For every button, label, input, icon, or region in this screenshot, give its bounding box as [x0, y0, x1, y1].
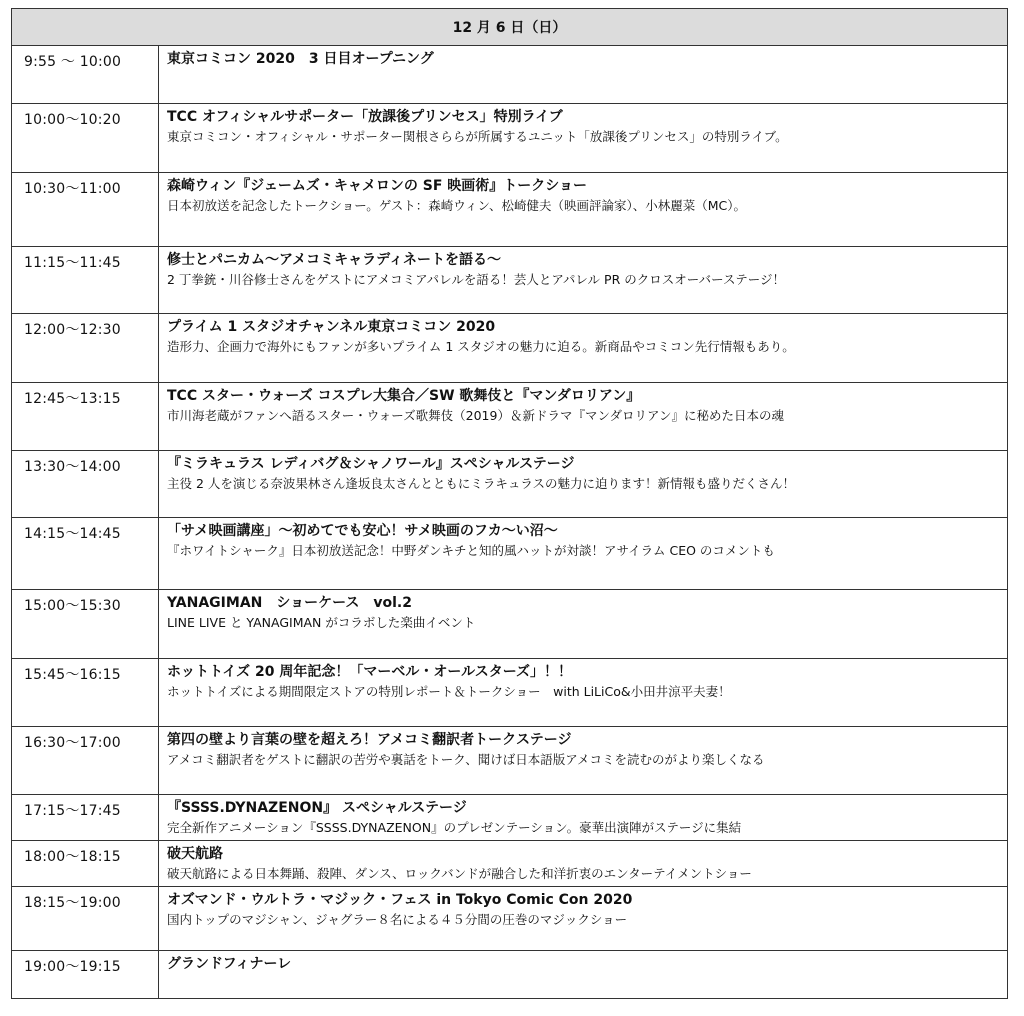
time-slot: 15:45～16:15	[12, 659, 159, 727]
event-title: プライム 1 スタジオチャンネル東京コミコン 2020	[167, 319, 496, 335]
schedule-row	[12, 314, 1008, 383]
event-cell	[159, 887, 1008, 951]
event-title: 『ミラキュラス レディバグ＆シャノワール』スペシャルステージ	[167, 456, 575, 472]
event-detail: 造形力、企画力で海外にもファンが多いプライム 1 スタジオの魅力に迫る。新商品やコミコン先行情報もあり。	[167, 339, 795, 354]
schedule-row	[12, 104, 1008, 173]
event-title: 『SSSS.DYNAZENON』 スペシャルステージ	[167, 800, 467, 816]
time-slot: 10:00～10:20	[12, 104, 159, 173]
time-slot: 18:15～19:00	[12, 887, 159, 951]
event-cell	[159, 590, 1008, 659]
schedule-row	[12, 451, 1008, 518]
event-detail: 『ホワイトシャーク』日本初放送記念！中野ダンキチと知的風ハットが対談！アサイラム CEO のコメントも	[167, 543, 775, 558]
event-detail: アメコミ翻訳者をゲストに翻訳の苦労や裏話をトーク、聞けば日本語版アメコミを読むのがより楽しくなる	[167, 752, 765, 767]
time-slot: 13:30～14:00	[12, 451, 159, 518]
event-detail: 破天航路による日本舞踊、殺陣、ダンス、ロックバンドが融合した和洋折衷のエンターテイメントショー	[167, 866, 752, 881]
schedule-row	[12, 727, 1008, 795]
event-title: 東京コミコン 2020 3 日目オープニング	[167, 51, 434, 67]
event-detail: LINE LIVE と YANAGIMAN がコラボした楽曲イベント	[167, 615, 476, 630]
event-title: 森崎ウィン『ジェームズ・キャメロンの SF 映画術』トークショー	[167, 178, 587, 194]
time-slot: 17:15～17:45	[12, 795, 159, 841]
event-detail: 市川海老蔵がファンへ語るスター・ウォーズ歌舞伎（2019）＆新ドラマ『マンダロリアン』に秘めた日本の魂	[167, 408, 784, 423]
time-slot: 12:00～12:30	[12, 314, 159, 383]
schedule-table	[11, 8, 1008, 999]
time-slot: 12:45～13:15	[12, 383, 159, 451]
event-cell	[159, 795, 1008, 841]
event-cell	[159, 451, 1008, 518]
schedule-row	[12, 383, 1008, 451]
event-cell	[159, 659, 1008, 727]
time-slot: 14:15～14:45	[12, 518, 159, 590]
event-cell	[159, 841, 1008, 887]
schedule-row	[12, 659, 1008, 727]
event-cell	[159, 247, 1008, 314]
event-cell	[159, 104, 1008, 173]
event-title: 「サメ映画講座」～初めてでも安心！サメ映画のフカ～い沼～	[167, 523, 558, 539]
event-cell	[159, 46, 1008, 104]
event-title: TCC オフィシャルサポーター「放課後プリンセス」特別ライブ	[167, 109, 563, 125]
event-detail: 2 丁拳銃・川谷修士さんをゲストにアメコミアパレルを語る！芸人とアパレル PR のクロスオーバーステージ！	[167, 272, 785, 287]
event-detail: 東京コミコン・オフィシャル・サポーター関根さららが所属するユニット「放課後プリンセス」の特別ライブ。	[167, 129, 788, 144]
event-title: YANAGIMAN ショーケース vol.2	[167, 595, 412, 611]
event-detail: 主役 2 人を演じる奈波果林さん逢坂良太さんとともにミラキュラスの魅力に迫ります！新情報も盛りだくさん！	[167, 476, 796, 491]
event-title: TCC スター・ウォーズ コスプレ大集合／SW 歌舞伎と『マンダロリアン』	[167, 388, 641, 404]
schedule-row	[12, 590, 1008, 659]
time-slot: 16:30～17:00	[12, 727, 159, 795]
schedule-row	[12, 518, 1008, 590]
event-detail: 完全新作アニメーション『SSSS.DYNAZENON』のプレゼンテーション。豪華出演陣がステージに集結	[167, 820, 742, 835]
schedule-row	[12, 247, 1008, 314]
time-slot: 9:55 ～ 10:00	[12, 46, 159, 104]
time-slot: 18:00～18:15	[12, 841, 159, 887]
event-detail: 日本初放送を記念したトークショー。ゲスト：森崎ウィン、松崎健夫（映画評論家）、小林麗菜（MC）。	[167, 198, 747, 213]
time-slot: 10:30～11:00	[12, 173, 159, 247]
schedule-row	[12, 173, 1008, 247]
event-title: ホットトイズ 20 周年記念！「マーベル・オールスターズ」！！	[167, 664, 572, 680]
schedule-row	[12, 46, 1008, 104]
event-cell	[159, 173, 1008, 247]
event-cell	[159, 951, 1008, 999]
event-title: 破天航路	[167, 846, 223, 862]
schedule-row	[12, 795, 1008, 841]
event-title: 第四の壁より言葉の壁を超えろ！アメコミ翻訳者トークステージ	[167, 732, 572, 748]
event-title: グランドフィナーレ	[167, 956, 292, 972]
day-header: 12 月 6 日（日）	[12, 9, 1008, 46]
schedule-row	[12, 841, 1008, 887]
event-detail: 国内トップのマジシャン、ジャグラー８名による４５分間の圧巻のマジックショー	[167, 912, 628, 927]
header-row	[12, 9, 1008, 46]
time-slot: 15:00～15:30	[12, 590, 159, 659]
time-slot: 11:15～11:45	[12, 247, 159, 314]
event-detail: ホットトイズによる期間限定ストアの特別レポート＆トークショー with LiLiCo&小田井涼平夫妻！	[167, 684, 731, 699]
event-cell	[159, 727, 1008, 795]
schedule-row	[12, 951, 1008, 999]
time-slot: 19:00～19:15	[12, 951, 159, 999]
event-title: オズマンド・ウルトラ・マジック・フェス in Tokyo Comic Con 2020	[167, 892, 633, 908]
event-title: 修士とパニカム～アメコミキャラディネートを語る～	[167, 252, 502, 268]
schedule-row	[12, 887, 1008, 951]
event-cell	[159, 314, 1008, 383]
event-cell	[159, 383, 1008, 451]
schedule-body	[12, 46, 1008, 999]
event-cell	[159, 518, 1008, 590]
